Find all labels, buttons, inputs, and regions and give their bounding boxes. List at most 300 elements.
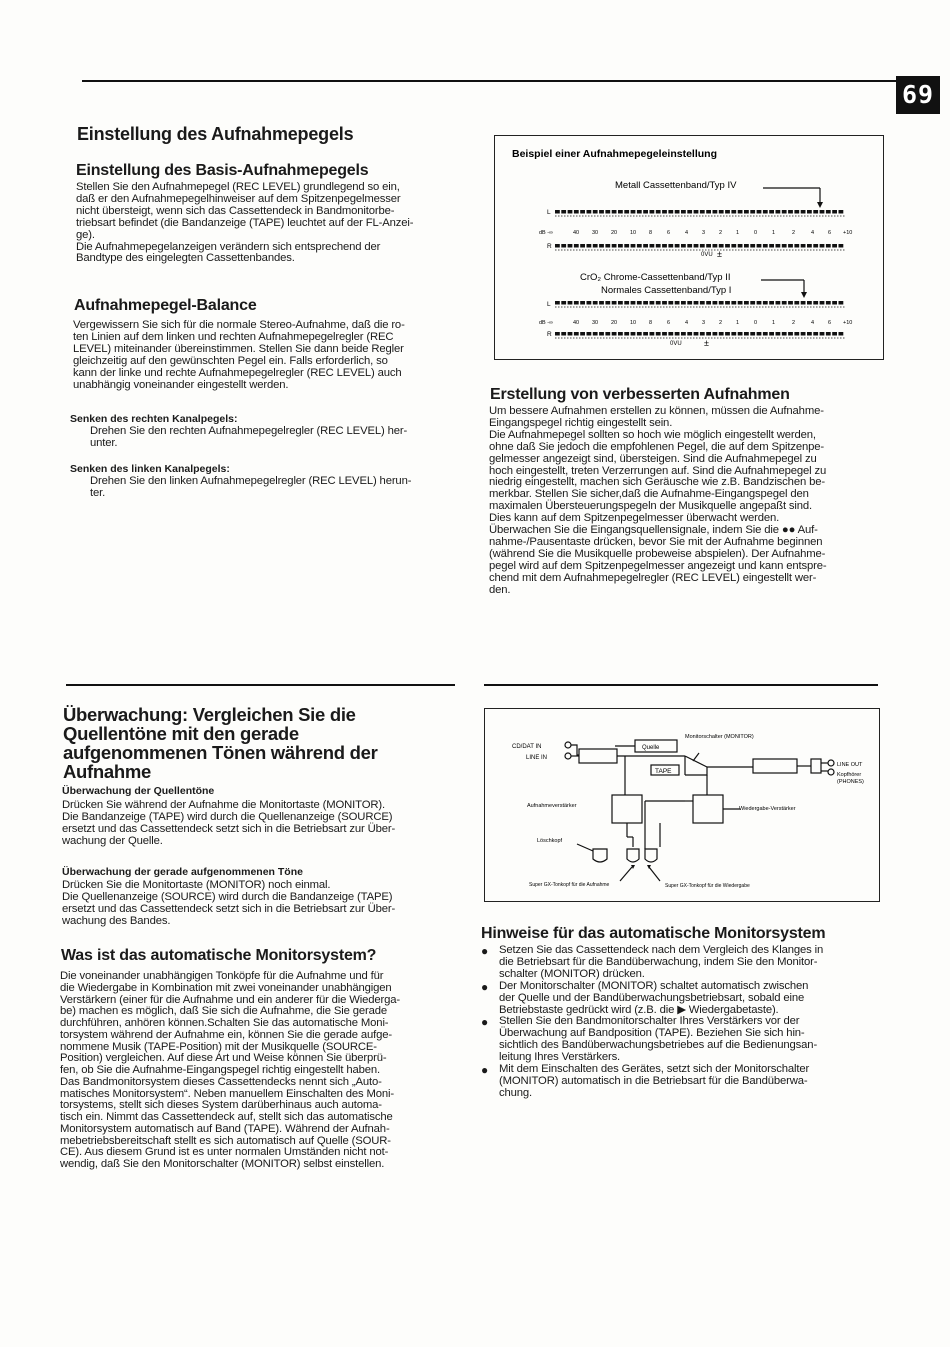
- meter-segment: [738, 301, 743, 305]
- meter-scale-label: +10: [843, 230, 853, 236]
- meter-segment: [612, 301, 617, 305]
- text-line: durchführen, anhören können.Schalten Sie das automatische Moni-: [60, 1017, 389, 1029]
- meter-segment: [675, 332, 680, 336]
- diagram-cd-dat-in: CD/DAT IN: [512, 744, 542, 750]
- meter-segment: [662, 244, 667, 248]
- meter-segment: [813, 332, 818, 336]
- diagram-play-amp: Wiedergabe-Verstärker: [739, 806, 796, 812]
- meter-segment: [618, 301, 623, 305]
- text-line: Dies kann auf dem Spitzenpegelmesser überwacht werden.: [489, 512, 780, 525]
- meter-segment: [599, 210, 604, 214]
- meter-segment: [794, 210, 799, 214]
- text-line: chend mit dem Aufnahmepegelregler (REC LEVEL) eingestellt wer-: [489, 571, 817, 584]
- meter-segment: [574, 332, 579, 336]
- meter-segment: [750, 301, 755, 305]
- text-line: Um bessere Aufnahmen erstellen zu können, müssen die Aufnahme-: [489, 405, 824, 417]
- text-line: Position) vergleichen. Auf diese Art und Weise können Sie überprü-: [60, 1052, 387, 1065]
- meter-segment: [757, 301, 762, 305]
- meter-segment: [687, 332, 692, 336]
- meter-segment: [763, 210, 768, 214]
- meter-segment: [738, 210, 743, 214]
- meter-segment: [605, 210, 610, 214]
- meter-scale-label: 2: [792, 320, 796, 326]
- top-rule: [82, 80, 896, 82]
- meter-scale-label: 8: [649, 230, 653, 236]
- meter-segment: [700, 301, 705, 305]
- text-line: wachung des Bandes.: [62, 914, 171, 927]
- heading-line: Quellentöne mit den gerade: [63, 723, 299, 744]
- meter-segment: [668, 244, 673, 248]
- text-line: Die Quellenanzeige (SOURCE) wird durch die Bandanzeige (TAPE): [62, 890, 393, 903]
- section-heading-improved: Erstellung von verbesserten Aufnahmen: [490, 386, 790, 403]
- heading-line: Aufnahme: [63, 761, 152, 782]
- meter1-channel-r: R: [547, 243, 552, 250]
- meter-scale-label: 30: [592, 230, 599, 236]
- meter-segment: [769, 210, 774, 214]
- meter-scale-label: 2: [792, 230, 796, 236]
- meter-segment: [813, 301, 818, 305]
- meter-segment: [624, 244, 629, 248]
- meter-scale-label: 2: [719, 230, 723, 236]
- bullet-text-line: Mit dem Einschalten des Gerätes, setzt sich der Monitorschalter: [499, 1063, 810, 1075]
- text-line: (während Sie die Musikquelle probeweise abspielen). Der Aufnahme-: [489, 547, 826, 560]
- meter-segment: [668, 210, 673, 214]
- section-heading-auto-monitor: Was ist das automatische Monitorsystem?: [61, 947, 377, 964]
- meter-segment: [744, 210, 749, 214]
- meter-segment: [637, 301, 642, 305]
- meter-segment: [593, 210, 598, 214]
- meter-segment: [568, 210, 573, 214]
- meter-segment: [794, 332, 799, 336]
- meter-segment: [561, 244, 566, 248]
- meter-segment: [782, 301, 787, 305]
- text-line: Verstärkern (einer für die Aufnahme und ein anderer für die Wiederga-: [60, 993, 401, 1006]
- meter-segment: [675, 244, 680, 248]
- bullet-text-line: schalter (MONITOR) drücken.: [499, 967, 645, 980]
- meter-segment: [599, 244, 604, 248]
- meter-scale-label: 6: [828, 320, 832, 326]
- text-line: ohne daß Sie jedoch die empfohlenen Pegel, die auf dem Spitzenpe-: [489, 440, 825, 453]
- diagram-line-out: LINE OUT: [837, 762, 863, 768]
- meter-segment: [826, 332, 831, 336]
- meter-segment: [738, 244, 743, 248]
- diagram-line-in: LINE IN: [526, 755, 548, 761]
- svg-text:±: ±: [704, 338, 709, 348]
- meter-scale-label: 40: [573, 230, 580, 236]
- meter-segment: [662, 210, 667, 214]
- meter-segment: [725, 244, 730, 248]
- bullet-marker: ●: [481, 979, 489, 994]
- meter-segment: [605, 332, 610, 336]
- meter-segment: [612, 332, 617, 336]
- meter-segment: [656, 301, 661, 305]
- meter-segment: [820, 332, 825, 336]
- section-heading-balance: Aufnahmepegel-Balance: [74, 297, 257, 314]
- meter-scale-label: 0: [754, 230, 758, 236]
- meter-segment: [839, 301, 844, 305]
- text-line: triebsart befindet (die Bandanzeige (TAPE) leuchtet auf der FL-Anzei-: [76, 216, 414, 229]
- meter-segment: [587, 332, 592, 336]
- heading-line: aufgenommenen Tönen während der: [63, 742, 378, 763]
- meter-segment: [794, 301, 799, 305]
- text-line: kann der linke und rechte Aufnahmepegelregler (REC LEVEL) auch: [73, 366, 402, 379]
- meter-segment: [643, 332, 648, 336]
- meter-segment: [713, 332, 718, 336]
- meter-segment: [763, 332, 768, 336]
- meter-segment: [731, 332, 736, 336]
- text-line: wendig, daß Sie den Monitorschalter (MONITOR) selbst einstellen.: [60, 1158, 385, 1170]
- meter-segment: [593, 301, 598, 305]
- text-line: ersetzt und das Cassettendeck setzt sich in die Betriebsart zur Über-: [62, 822, 396, 835]
- meter-segment: [568, 332, 573, 336]
- meter-segment: [561, 301, 566, 305]
- diagram-kopfhorer: Kopfhörer: [837, 772, 862, 778]
- meter-segment: [832, 244, 837, 248]
- meter-label-metal: Metall Cassettenband/Typ IV: [615, 180, 737, 191]
- meter-segment: [624, 210, 629, 214]
- text-line: ersetzt und das Cassettendeck setzt sich in die Betriebsart zur Über-: [62, 902, 396, 915]
- meter-segment: [650, 210, 655, 214]
- meter-segment: [675, 301, 680, 305]
- text-line: nommene Musik (TAPE-Position) mit der Musikquelle (SOURCE-: [60, 1040, 377, 1053]
- meter-segment: [744, 244, 749, 248]
- meter-segment: [839, 210, 844, 214]
- bullet-text-line: sichtlich des Bandüberwachungsbetriebes auf die Bedienungsan-: [499, 1039, 818, 1052]
- meter2-channel-r: R: [547, 331, 552, 338]
- meter-segment: [555, 301, 560, 305]
- page-title: Einstellung des Aufnahmepegels: [77, 124, 354, 144]
- meter-segment: [643, 210, 648, 214]
- meter-segment: [801, 210, 806, 214]
- meter-segment: [694, 332, 699, 336]
- rule-right-bottom: [484, 684, 878, 686]
- meter-scale-label: 1: [736, 230, 740, 236]
- meter-segment: [643, 244, 648, 248]
- meter-segment: [656, 332, 661, 336]
- meter-segment: [832, 332, 837, 336]
- text-line: Stellen Sie den Aufnahmepegel (REC LEVEL) grundlegend so ein,: [76, 181, 400, 193]
- section-heading-hints: Hinweise für das automatische Monitorsystem: [481, 925, 826, 942]
- meter-segment: [769, 244, 774, 248]
- text-line: wachung der Quelle.: [62, 834, 163, 847]
- meter-segment: [713, 301, 718, 305]
- text-line: Die voneinander unabhängigen Tonköpfe für die Aufnahme und für: [60, 970, 384, 982]
- meter-segment: [807, 332, 812, 336]
- text-line: Das Bandmonitorsystem dieses Cassettendecks nennt sich „Auto-: [60, 1075, 382, 1088]
- bullet-marker: ●: [481, 1015, 489, 1030]
- meter-scale-label: 3: [702, 320, 706, 326]
- meter-segment: [788, 244, 793, 248]
- meter-segment: [587, 210, 592, 214]
- meter-segment: [757, 332, 762, 336]
- page-number: 69: [896, 76, 940, 114]
- meter-segment: [769, 332, 774, 336]
- meter-segment: [788, 332, 793, 336]
- text-line: Die Aufnahmepegel sollten so hoch wie möglich eingestellt werden,: [489, 428, 816, 441]
- meter-scale-label: 30: [592, 320, 599, 326]
- meter-segment: [794, 244, 799, 248]
- text-line: Überwachen Sie die Eingangsquellensignale, indem Sie die ●● Auf-: [489, 524, 818, 536]
- meter-segment: [580, 332, 585, 336]
- bullet-text-line: leitung Ihres Verstärkers.: [499, 1051, 621, 1064]
- meter-segment: [656, 210, 661, 214]
- bullet-text-line: der Quelle und der Bandüberwachungsbetriebsart, sobald eine: [499, 991, 805, 1004]
- text-line: Drücken Sie die Monitortaste (MONITOR) noch einmal.: [62, 879, 331, 891]
- meter-segment: [624, 332, 629, 336]
- meter-segment: [637, 244, 642, 248]
- text-line: Drehen Sie den linken Aufnahmepegelregler (REC LEVEL) herun-: [90, 475, 412, 487]
- meter-segment: [706, 210, 711, 214]
- meter-segment: [731, 301, 736, 305]
- meter-scale-label: 20: [611, 230, 618, 236]
- meter-segment: [820, 210, 825, 214]
- meter-segment: [574, 210, 579, 214]
- meter-segment: [719, 210, 724, 214]
- meter-segment: [801, 332, 806, 336]
- meter-segment: [782, 210, 787, 214]
- meter-segment: [807, 301, 812, 305]
- meter-segment: [713, 244, 718, 248]
- text-line: Drehen Sie den rechten Aufnahmepegelregler (REC LEVEL) her-: [90, 425, 408, 437]
- meter-segment: [605, 301, 610, 305]
- meter-scale-label: 6: [828, 230, 832, 236]
- meter-segment: [694, 210, 699, 214]
- meter-segment: [757, 210, 762, 214]
- meter1-channel-l: L: [547, 209, 551, 216]
- text-line: gelmesser angezeigt sind, übersteigen. Sind die Aufnahmepegel zu: [489, 452, 817, 465]
- meter-segment: [555, 332, 560, 336]
- meter-segment: [700, 210, 705, 214]
- meter-segment: [612, 244, 617, 248]
- meter-segment: [700, 244, 705, 248]
- meter-scale-label: 10: [630, 230, 637, 236]
- meter-segment: [643, 301, 648, 305]
- meter-segment: [782, 244, 787, 248]
- meter-scale-label: 4: [811, 320, 815, 326]
- meter-segment: [631, 332, 636, 336]
- text-line: merkbar. Stellen Sie sicher,daß die Aufnahme-Eingangspegel den: [489, 488, 809, 501]
- meter-segment: [725, 301, 730, 305]
- meter-segment: [618, 244, 623, 248]
- meter-scale-label: 4: [685, 320, 689, 326]
- meter-segment: [813, 210, 818, 214]
- meter-segment: [599, 301, 604, 305]
- meter-box-title: Beispiel einer Aufnahmepegeleinstellung: [512, 148, 717, 160]
- text-line: LEVEL) miteinander übereinstimmen. Stellen Sie dann beide Regler: [73, 342, 404, 355]
- meter-segment: [662, 332, 667, 336]
- meter-segment: [750, 210, 755, 214]
- meter-segment: [763, 244, 768, 248]
- meter-segment: [826, 301, 831, 305]
- meter-segment: [713, 210, 718, 214]
- meter-segment: [580, 210, 585, 214]
- meter-segment: [681, 332, 686, 336]
- text-line: ten Linien auf dem linken und rechten Aufnahmepegelregler (REC: [73, 330, 394, 343]
- meter-label-normal: Normales Cassettenband/Typ I: [601, 285, 732, 296]
- bullet-text-line: Der Monitorschalter (MONITOR) schaltet automatisch zwischen: [499, 979, 809, 992]
- meter-segment: [681, 301, 686, 305]
- meter-segment: [555, 210, 560, 214]
- meter-segment: [813, 244, 818, 248]
- text-line: fen, ob Sie die Aufnahme-Eingangspegel richtig eingestellt haben.: [60, 1064, 380, 1076]
- meter-segment: [593, 244, 598, 248]
- meter-segment: [668, 301, 673, 305]
- meter-scale-label: 1: [772, 320, 776, 326]
- meter-segment: [750, 332, 755, 336]
- meter-segment: [656, 244, 661, 248]
- meter-segment: [763, 301, 768, 305]
- bullet-text-line: chung.: [499, 1086, 533, 1099]
- meter-segment: [725, 210, 730, 214]
- meter-scale-label: 6: [667, 230, 671, 236]
- meter-segment: [631, 301, 636, 305]
- meter-segment: [650, 301, 655, 305]
- meter-segment: [744, 332, 749, 336]
- meter-scale-label: 3: [702, 230, 706, 236]
- meter-segment: [599, 332, 604, 336]
- meter-segment: [650, 244, 655, 248]
- meter-segment: [839, 332, 844, 336]
- text-line: ge).: [76, 228, 95, 241]
- meter2-channel-l: L: [547, 301, 551, 308]
- meter-segment: [725, 332, 730, 336]
- text-line: nahme-/Pausentaste drücken, bevor Sie mit der Aufnahme beginnen: [489, 535, 823, 548]
- bullet-text-line: die Betriebsart für die Bandüberwachung, indem Sie den Monitor-: [499, 955, 818, 968]
- meter-segment: [618, 332, 623, 336]
- meter-segment: [568, 301, 573, 305]
- meter-segment: [788, 301, 793, 305]
- meter-scale-label: 4: [811, 230, 815, 236]
- text-line: torsystems, stellt sich dieses System darüberhinaus auch automa-: [60, 1099, 382, 1112]
- bullet-text-line: (MONITOR) automatisch in die Betriebsart für die Bandüberwa-: [499, 1074, 808, 1087]
- bullet-marker: ●: [481, 1063, 489, 1077]
- meter-scale-label: 40: [573, 320, 580, 326]
- bullet-marker: ●: [481, 944, 489, 958]
- text-line: Bandtype des eingelegten Cassettenbandes.: [76, 252, 295, 265]
- meter-segment: [668, 332, 673, 336]
- subheading-right-channel: Senken des rechten Kanalpegels:: [70, 413, 238, 425]
- meter-segment: [776, 244, 781, 248]
- meter-segment: [568, 244, 573, 248]
- meter-segment: [700, 332, 705, 336]
- meter-segment: [612, 210, 617, 214]
- meter2-0vu: 0VU: [670, 341, 682, 347]
- heading-line: Überwachung: Vergleichen Sie die: [63, 704, 356, 725]
- meter-segment: [832, 301, 837, 305]
- meter-segment: [839, 244, 844, 248]
- text-line: unabhängig voneinander eingestellt werden.: [73, 378, 289, 391]
- text-line: Drücken Sie während der Aufnahme die Monitortaste (MONITOR).: [62, 799, 385, 811]
- text-line: mebetriebsbereitschaft stellt es sich automatisch auf Quelle (SOUR-: [60, 1134, 391, 1147]
- meter-segment: [681, 210, 686, 214]
- text-line: Die Bandanzeige (TAPE) wird durch die Quellenanzeige (SOURCE): [62, 810, 393, 823]
- meter-segment: [706, 301, 711, 305]
- subheading-source-monitoring: Überwachung der Quellentöne: [62, 785, 215, 797]
- meter-segment: [776, 332, 781, 336]
- meter-segment: [731, 244, 736, 248]
- meter-segment: [826, 210, 831, 214]
- text-line: nicht übersteigt, wenn sich das Cassettendeck in Bandmonitorbe-: [76, 204, 395, 217]
- meter-segment: [687, 301, 692, 305]
- meter-segment: [738, 332, 743, 336]
- meter-segment: [832, 210, 837, 214]
- meter-segment: [631, 244, 636, 248]
- text-line: unter.: [90, 436, 118, 449]
- meter1-0vu: 0VU: [701, 252, 713, 258]
- text-line: gleichzeitig auf den gewünschten Pegel ein. Falls erforderlich, so: [73, 354, 388, 367]
- text-line: hoch eingestellt, treten Verzerrungen auf. Sind die Aufnahmepegel zu: [489, 464, 827, 477]
- meter-segment: [561, 210, 566, 214]
- text-line: pegel wird auf dem Spitzenpegelmesser angezeigt und kann entspre-: [489, 559, 827, 572]
- meter-example-box: [494, 135, 884, 360]
- meter-scale-label: +10: [843, 320, 853, 326]
- meter-segment: [574, 244, 579, 248]
- diagram-rec-head: Super GX-Tonkopf für die Aufnahme: [529, 882, 610, 888]
- meter-segment: [769, 301, 774, 305]
- meter-segment: [587, 301, 592, 305]
- meter-segment: [719, 301, 724, 305]
- meter-segment: [637, 332, 642, 336]
- meter-segment: [744, 301, 749, 305]
- meter-segment: [561, 332, 566, 336]
- meter-segment: [788, 210, 793, 214]
- text-line: ter.: [90, 486, 106, 499]
- meter-segment: [624, 301, 629, 305]
- diagram-erase-head: Löschkopf: [537, 838, 563, 844]
- meter-segment: [580, 301, 585, 305]
- text-line: die Wiedergabe in Kombination mit zwei voneinander unabhängigen: [60, 981, 392, 994]
- meter-diagram: [495, 136, 883, 359]
- meter-segment: [681, 244, 686, 248]
- meter-segment: [650, 332, 655, 336]
- meter-scale-label: 4: [685, 230, 689, 236]
- text-line: Eingangspegel richtig eingestellt sein.: [489, 416, 673, 429]
- text-line: Monitorsystem automatisch auf Band (TAPE). Während der Aufnah-: [60, 1122, 390, 1135]
- meter-segment: [706, 332, 711, 336]
- meter-segment: [807, 244, 812, 248]
- meter-scale-label: dB -∞: [539, 230, 554, 236]
- subheading-tape-monitoring: Überwachung der gerade aufgenommenen Töne: [62, 866, 303, 878]
- meter-segment: [776, 210, 781, 214]
- meter-segment: [719, 332, 724, 336]
- meter-segment: [757, 244, 762, 248]
- meter-segment: [706, 244, 711, 248]
- meter-scale-label: 1: [736, 320, 740, 326]
- meter-segment: [675, 210, 680, 214]
- meter-scale-label: 6: [667, 320, 671, 326]
- text-line: matisches Monitorsystem“. Neben manuellem Einschalten des Moni-: [60, 1087, 394, 1100]
- meter-segment: [687, 244, 692, 248]
- meter-segment: [750, 244, 755, 248]
- bullet-text-line: Stellen Sie den Bandmonitorschalter Ihres Verstärkers vor der: [499, 1015, 800, 1028]
- meter-segment: [605, 244, 610, 248]
- meter-segment: [807, 210, 812, 214]
- diagram-tape: TAPE: [655, 768, 672, 775]
- text-line: CE). Aus diesem Grund ist es unter normalen Umständen nicht not-: [60, 1146, 389, 1159]
- meter-segment: [637, 210, 642, 214]
- subheading-left-channel: Senken des linken Kanalpegels:: [70, 463, 230, 475]
- meter-segment: [631, 210, 636, 214]
- text-line: den.: [489, 583, 511, 596]
- svg-text:±: ±: [717, 249, 722, 259]
- meter-scale-label: 10: [630, 320, 637, 326]
- meter-segment: [826, 244, 831, 248]
- meter-scale-label: 1: [772, 230, 776, 236]
- meter-segment: [776, 301, 781, 305]
- meter-segment: [694, 301, 699, 305]
- diagram-quelle: Quelle: [642, 745, 660, 751]
- text-line: Die Aufnahmepegelanzeigen verändern sich entsprechend der: [76, 240, 381, 253]
